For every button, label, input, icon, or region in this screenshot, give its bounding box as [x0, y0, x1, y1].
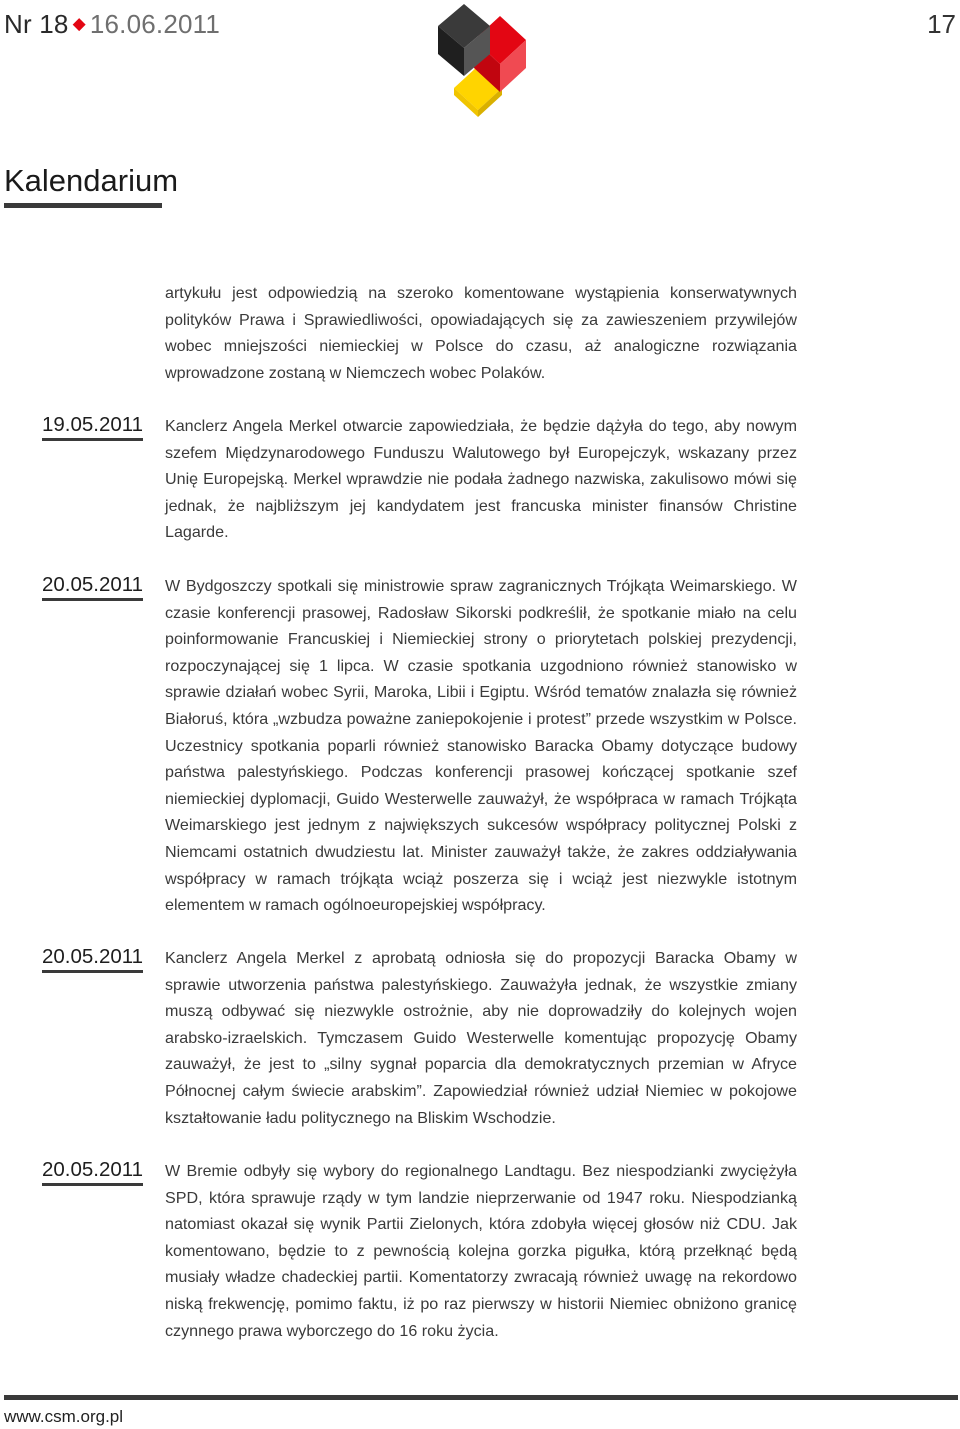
issue-date: 16.06.2011 — [89, 9, 221, 39]
entry-text: Kanclerz Angela Merkel otwarcie zapowiedziała, że będzie dążyła do tego, aby nowym szefem Międzynarodowego Funduszu Walutowego był Europejczyk, wskazany przez Unię Europejską. Merkel wprawdzie nie podała żadnego nazwiska, zakulisowo mówi się jednak, że najbliższym jej kandydatem jest francuska minister finansów Christine Lagarde. — [165, 417, 797, 542]
entry-date: 20.05.2011 — [42, 1158, 143, 1186]
entry-text: W Bydgoszczy spotkali się ministrowie spraw zagranicznych Trójkąta Weimarskiego. W czasie konferencji prasowej, Radosław Sikorski podkreślił, że spotkanie miało na celu poinformowanie Francuskiej i Niemieckiej strony o priorytetach polskiej prezydencji, rozpoczynającej się 1 lipca. W czasie spotkania uzgodniono również stanowisko w sprawie działań wobec Syrii, Maroka, Libii i Egiptu. Wśród tematów znalazła się również Białoruś, która „wzbudza poważne zaniepokojenie i protest” przede wszystkim w Polsce. Uczestnicy spotkania poparli również stanowisko Baracka Obamy dotyczące budowy państwa palestyńskiego. Podczas konferencji prasowej kończącej spotkanie szef niemieckiej dyplomacji, Guido Westerwelle zauważył, że współpraca w ramach Trójkąta Weimarskiego jest jednym z największych sukcesów współpracy politycznej Polski z Niemcami ostatnich dwudziestu lat. Minister zauważył także, że zakres oddziaływania współpracy w ramach trójkąta wciąż poszerza się i wciąż jest niezwykle istotnym elementem w ramach ogólnoeuropejskiej współpracy. — [165, 577, 797, 915]
title-underline — [4, 203, 162, 208]
intro-paragraph: artykułu jest odpowiedzią na szeroko komentowane wystąpienia konserwatywnych polityków Prawa i Sprawiedliwości, opowiadających się za zawieszeniem przywilejów wobec mniejszości niemieckiej w Polsce do czasu, aż analogiczne rozwiązania wprowadzone zostaną w Niemczech wobec Polaków. — [165, 284, 797, 382]
entry-date: 20.05.2011 — [42, 945, 143, 973]
entry-text: W Bremie odbyły się wybory do regionalnego Landtagu. Bez niespodzianki zwyciężyła SPD, która sprawuje rządy w tym landzie nieprzerwanie od 1947 roku. Niespodzianką natomiast okazał się wynik Partii Zielonych, która zdobyła więcej głosów niż CDU. Jak komentowano, będzie to z pewnością kolejna gorzka pigułka, którą przełknąć będą musiały władze chadeckiej partii. Komentatorzy zwracają również uwagę na rekordowo niską frekwencję, pomimo faktu, iż po raz pierwszy w historii Niemiec obniżono granicę czynnego prawa wyborczego do 16 roku życia. — [165, 1162, 797, 1340]
entry-text: Kanclerz Angela Merkel z aprobatą odniosła się do propozycji Baracka Obamy w sprawie utworzenia państwa palestyńskiego. Zauważyła jednak, że wszystkie zmiany muszą odbywać się niezwykle ostrożnie, aby nie doprowadziły do kolejnych wojen arabsko-izraelskich. Tymczasem Guido Westerwelle komentując propozycję Obamy zauważył, że jest to „silny sygnał poparcia dla demokratycznych przemian w Afryce Północnej całym świecie arabskim”. Zapowiedział również udział Niemiec w pokojowe kształtowanie ładu politycznego na Bliskim Wschodzie. — [165, 949, 797, 1127]
entry-date: 20.05.2011 — [42, 573, 143, 601]
cube-logo-icon — [428, 0, 532, 118]
diamond-separator-icon: ◆ — [72, 14, 86, 33]
section-title: Kalendarium — [4, 163, 179, 198]
footer-url: www.csm.org.pl — [4, 1407, 124, 1426]
entry-date: 19.05.2011 — [42, 413, 143, 441]
page-number: 17 — [927, 9, 956, 39]
issue-number: Nr 18 — [4, 9, 69, 39]
running-header — [4, 9, 220, 40]
footer-rule — [4, 1395, 958, 1400]
